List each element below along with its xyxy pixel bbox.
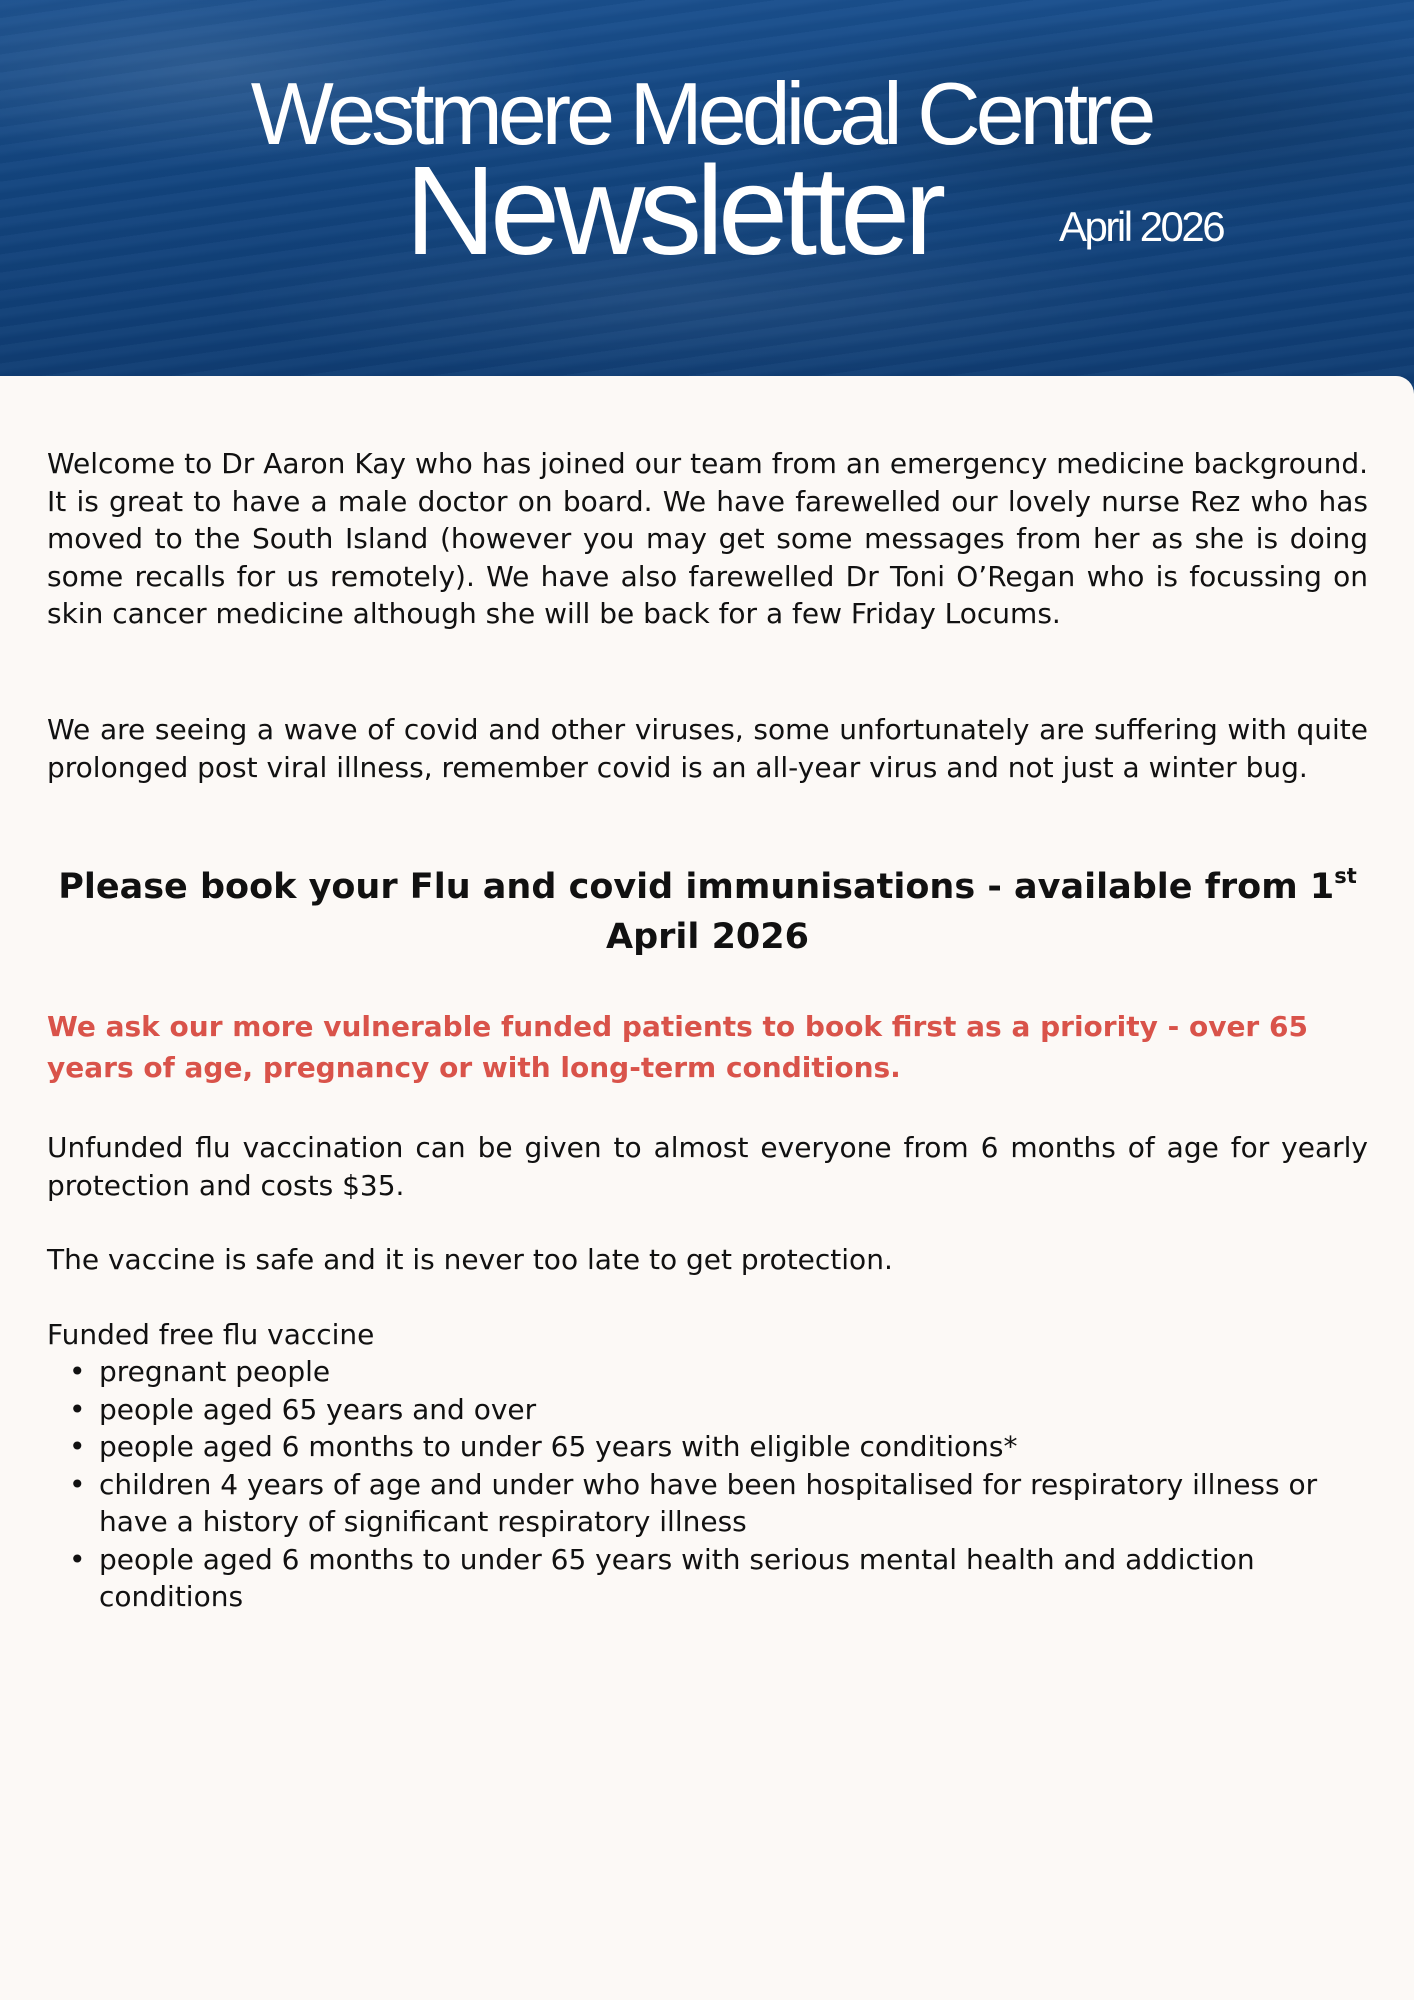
list-item [69, 1466, 1339, 1541]
list-item [69, 1428, 1339, 1466]
bullet-icon: • [69, 1467, 86, 1501]
bullet-icon: • [69, 1392, 86, 1426]
unfunded-paragraph: Unfunded flu vaccination can be given to almost everyone from 6 months of age for yearly protection and costs $35. [47, 1131, 1368, 1202]
heading-date: April 2026 [606, 917, 809, 957]
list-item [69, 1353, 1339, 1391]
heading-text: Please book your Flu and covid immunisations - available from 1 [58, 867, 1335, 907]
list-item-text: people aged 6 months to under 65 years with serious mental health and addiction conditions [99, 1542, 1255, 1613]
list-item [69, 1391, 1339, 1429]
welcome-paragraph: Welcome to Dr Aaron Kay who has joined our team from an emergency medicine background. It is great to have a male doctor on board. We have farewelled our lovely nurse Rez who has moved to the South Island (however you may get some messages from her as she is doing some recalls for us remotely). We have also farewelled Dr Toni O’Regan who is focussing on skin cancer medicine although she will be back for a few Friday Locums. [47, 447, 1368, 630]
funded-label: Funded free flu vaccine [47, 1318, 375, 1351]
list-item [69, 1541, 1339, 1616]
bullet-icon: • [69, 1542, 86, 1576]
list-item-text: people aged 65 years and over [99, 1392, 537, 1426]
header-banner [0, 0, 1414, 400]
list-item-text: children 4 years of age and under who have been hospitalised for respiratory illness or have a history of significant respiratory illness [99, 1467, 1318, 1538]
immunisation-heading [47, 862, 1368, 962]
issue-date: April 2026 [1059, 203, 1224, 250]
covid-paragraph: We are seeing a wave of covid and other viruses, some unfortunately are suffering with quite prolonged post viral illness, remember covid is an all-year virus and not just a winter bug. [47, 713, 1368, 784]
newsletter-title: Newsletter [405, 140, 941, 281]
heading-superscript: st [1334, 864, 1357, 889]
priority-notice: We ask our more vulnerable funded patients to book first as a priority - over 65 years of age, pregnancy or with long-term conditions. [47, 1010, 1308, 1084]
list-item-text: pregnant people [99, 1355, 331, 1388]
bullet-icon: • [69, 1355, 86, 1388]
bullet-icon: • [69, 1430, 86, 1463]
funded-list [69, 1353, 1339, 1616]
org-name: Westmere Medical Centre [250, 64, 1152, 163]
safety-paragraph: The vaccine is safe and it is never too late to get protection. [47, 1243, 893, 1276]
list-item-text: people aged 6 months to under 65 years with eligible conditions* [99, 1430, 1018, 1463]
